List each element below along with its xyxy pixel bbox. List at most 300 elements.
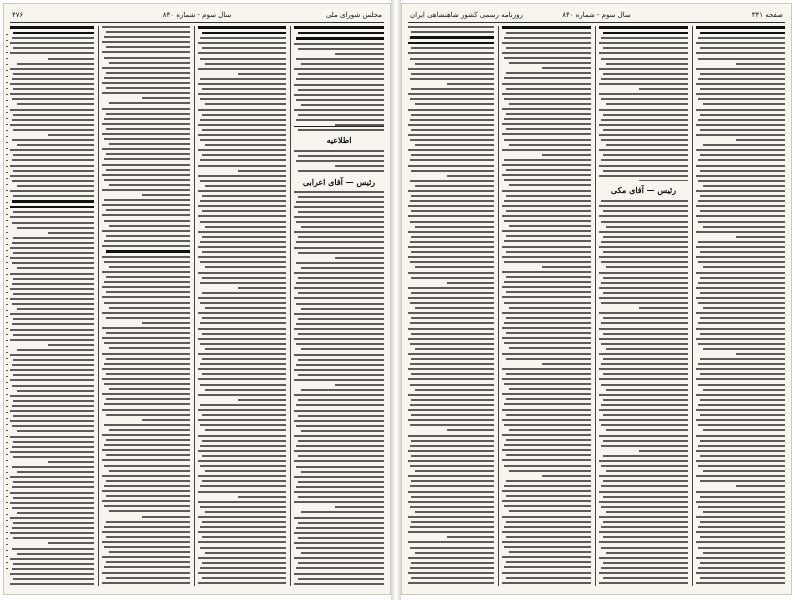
text-line <box>17 349 94 351</box>
text-line <box>502 327 591 329</box>
text-block <box>696 26 785 584</box>
text-line <box>603 440 688 442</box>
text-line <box>301 430 384 432</box>
text-line <box>506 317 591 319</box>
text-line <box>599 394 688 396</box>
text-block <box>294 26 384 585</box>
text-line <box>200 363 286 365</box>
text-line <box>200 302 286 304</box>
text-line <box>106 439 190 441</box>
text-line <box>17 267 94 269</box>
text-line <box>408 435 494 437</box>
text-line <box>109 347 190 349</box>
text-line <box>296 160 384 162</box>
text-line <box>294 231 384 233</box>
text-line <box>296 527 384 529</box>
text-line <box>12 242 94 244</box>
text-line <box>506 47 591 49</box>
text-line <box>205 63 286 65</box>
text-block <box>198 26 286 584</box>
text-line <box>700 358 785 360</box>
text-line <box>202 317 286 319</box>
text-line <box>109 143 190 145</box>
text-line <box>601 506 688 508</box>
text-line <box>238 73 286 75</box>
text-line <box>106 536 190 538</box>
text-line <box>700 32 785 35</box>
text-line <box>410 547 494 549</box>
text-line <box>102 459 190 461</box>
text-line <box>698 445 785 447</box>
text-line <box>10 436 94 438</box>
text-line <box>447 83 494 85</box>
text-line <box>408 68 494 70</box>
text-line <box>202 210 286 212</box>
text-line <box>202 440 286 442</box>
text-line <box>294 460 384 462</box>
text-line <box>102 337 190 339</box>
left-column-1 <box>10 26 94 588</box>
text-line <box>294 557 384 559</box>
text-line <box>415 266 494 268</box>
text-line <box>502 190 591 192</box>
text-line <box>606 266 688 268</box>
text-line <box>335 384 385 386</box>
text-line <box>603 251 688 253</box>
text-line <box>601 241 688 243</box>
text-line <box>198 312 286 314</box>
text-line <box>696 501 785 503</box>
text-line <box>104 424 190 426</box>
text-line <box>408 205 494 207</box>
text-line <box>106 577 190 579</box>
text-line <box>696 109 785 111</box>
text-line <box>601 139 688 141</box>
text-line <box>601 58 688 60</box>
text-line <box>12 466 94 468</box>
text-line <box>504 505 591 507</box>
text-line <box>601 424 688 426</box>
text-line <box>415 348 494 350</box>
text-line <box>296 221 384 223</box>
text-line <box>109 102 190 104</box>
text-line <box>198 338 286 340</box>
text-line <box>411 210 494 212</box>
text-line <box>601 445 688 447</box>
text-line <box>202 88 286 90</box>
text-line <box>506 398 591 400</box>
text-line <box>606 63 688 65</box>
text-line <box>298 32 384 35</box>
text-line <box>411 170 494 172</box>
text-line <box>603 154 688 156</box>
text-line <box>411 562 494 564</box>
text-line <box>10 149 94 151</box>
text-line <box>408 93 494 95</box>
text-line <box>102 214 190 216</box>
text-line <box>298 292 384 294</box>
text-line <box>12 78 94 80</box>
text-line <box>102 148 190 150</box>
text-line <box>415 552 494 554</box>
text-line <box>599 460 688 462</box>
text-line <box>698 200 785 202</box>
text-line <box>13 374 94 376</box>
column-rule <box>290 26 291 586</box>
text-line <box>698 506 785 508</box>
text-line <box>410 159 494 161</box>
text-line <box>601 98 688 100</box>
text-line <box>504 403 591 405</box>
text-line <box>447 429 494 431</box>
text-line <box>294 68 384 70</box>
text-line <box>202 414 286 416</box>
text-line <box>411 373 494 375</box>
text-line <box>408 409 494 411</box>
text-line <box>415 103 494 105</box>
text-line <box>502 531 591 533</box>
right-header-title: روزنامه رسمی کشور شاهنشاهی ایران <box>410 11 523 19</box>
text-line <box>106 153 190 155</box>
text-line <box>106 209 190 211</box>
text-line <box>102 475 190 477</box>
text-line <box>736 139 785 141</box>
text-line <box>296 404 384 406</box>
text-line <box>102 51 190 53</box>
text-line <box>109 266 190 268</box>
text-line <box>298 333 384 335</box>
text-line <box>13 359 94 361</box>
text-line <box>301 104 384 106</box>
text-line <box>410 200 494 202</box>
text-line <box>104 199 190 201</box>
text-line <box>700 333 785 335</box>
text-line <box>410 139 494 141</box>
text-line <box>12 507 94 509</box>
text-line <box>736 236 785 238</box>
text-line <box>294 476 384 478</box>
text-line <box>698 363 785 365</box>
text-line <box>408 52 494 54</box>
text-line <box>599 368 688 370</box>
text-line <box>408 557 494 559</box>
text-line <box>48 232 94 234</box>
text-line <box>12 527 94 529</box>
text-line <box>698 404 785 406</box>
text-line <box>599 272 688 274</box>
text-line <box>202 536 286 538</box>
text-line <box>696 394 785 396</box>
text-line <box>411 73 494 75</box>
text-line <box>411 114 494 116</box>
text-line <box>294 26 384 29</box>
text-line <box>102 174 190 176</box>
text-line <box>12 139 94 141</box>
text-line <box>696 338 785 340</box>
text-line <box>48 344 94 346</box>
text-line <box>606 429 688 431</box>
text-line <box>408 516 494 518</box>
text-line <box>202 358 286 360</box>
text-line <box>296 282 384 284</box>
text-line <box>102 204 190 206</box>
text-line <box>202 195 286 197</box>
text-line <box>13 537 94 539</box>
text-line <box>700 399 785 401</box>
text-line <box>202 480 286 482</box>
text-line <box>205 511 286 513</box>
text-line <box>599 287 688 289</box>
text-line <box>408 491 494 493</box>
text-line <box>298 318 384 320</box>
text-line <box>599 205 688 207</box>
text-line <box>296 343 384 345</box>
text-line <box>502 516 591 518</box>
speaker-heading: رئیس — آقای مكی <box>610 185 677 195</box>
text-line <box>104 36 190 38</box>
text-line <box>696 491 785 493</box>
text-line <box>408 124 494 126</box>
text-line <box>106 276 190 278</box>
text-line <box>599 93 688 95</box>
text-line <box>502 353 591 355</box>
text-line <box>102 393 190 395</box>
text-line <box>502 378 591 380</box>
text-line <box>504 200 591 202</box>
text-line <box>102 582 190 584</box>
text-line <box>603 333 688 335</box>
text-line <box>198 378 286 380</box>
text-line <box>599 531 688 533</box>
text-line <box>601 363 688 365</box>
text-line <box>298 236 384 238</box>
text-line <box>411 440 494 442</box>
text-line <box>104 220 190 222</box>
text-line <box>603 373 688 375</box>
text-line <box>142 194 190 196</box>
text-line <box>698 98 785 100</box>
text-line <box>504 261 591 263</box>
text-line <box>599 175 688 177</box>
text-line <box>10 339 94 341</box>
text-line <box>198 501 286 503</box>
text-line <box>696 409 785 411</box>
text-line <box>506 536 591 538</box>
text-line <box>502 246 591 248</box>
text-line <box>603 47 688 49</box>
text-line <box>294 109 384 111</box>
text-line <box>603 317 688 319</box>
text-line <box>509 103 591 105</box>
text-line <box>601 119 688 121</box>
text-block <box>502 26 591 584</box>
text-line <box>106 414 190 416</box>
text-line <box>599 83 688 85</box>
text-line <box>106 128 190 130</box>
column-rule <box>498 26 499 586</box>
text-line <box>294 247 384 249</box>
text-line <box>10 165 94 167</box>
text-line <box>298 440 384 442</box>
text-line <box>696 149 785 151</box>
text-line <box>202 373 286 375</box>
text-line <box>202 521 286 523</box>
text-line <box>696 531 785 533</box>
text-line <box>102 133 190 135</box>
text-line <box>202 455 286 457</box>
text-line <box>17 471 94 473</box>
text-line <box>408 215 494 217</box>
text-line <box>200 343 286 345</box>
text-line <box>294 573 384 575</box>
text-line <box>48 542 94 544</box>
text-line <box>301 552 384 554</box>
text-line <box>410 58 494 60</box>
text-line <box>447 282 494 284</box>
text-line <box>599 516 688 518</box>
text-line <box>294 313 384 315</box>
text-line <box>13 415 94 417</box>
text-line <box>639 450 688 452</box>
text-line <box>408 378 494 380</box>
text-line <box>106 454 190 456</box>
text-line <box>601 78 688 80</box>
text-line <box>294 501 384 503</box>
text-line <box>298 114 384 116</box>
text-line <box>408 394 494 396</box>
text-line <box>106 169 190 171</box>
text-line <box>106 398 190 400</box>
text-line <box>13 400 94 402</box>
text-line <box>502 256 591 258</box>
text-line <box>13 456 94 458</box>
text-line <box>599 557 688 559</box>
text-line <box>13 293 94 295</box>
text-line <box>10 216 94 218</box>
text-line <box>696 328 785 330</box>
text-line <box>200 465 286 467</box>
text-line <box>542 154 591 156</box>
text-line <box>102 67 190 69</box>
text-line <box>703 103 785 105</box>
text-line <box>411 236 494 238</box>
text-line <box>506 358 591 360</box>
text-line <box>10 532 94 534</box>
text-line <box>700 496 785 498</box>
text-line <box>410 322 494 324</box>
text-line <box>12 98 94 100</box>
text-line <box>13 522 94 524</box>
text-line <box>102 312 190 314</box>
left-header-issue: سال سوم - شماره ۸۴۰ <box>162 11 232 19</box>
text-line <box>696 572 785 574</box>
speaker-heading: رئیس — آقای اعرابی <box>302 177 376 187</box>
text-line <box>106 291 190 293</box>
text-line <box>106 373 190 375</box>
text-line <box>13 334 94 336</box>
text-line <box>294 43 384 45</box>
text-line <box>411 496 494 498</box>
text-line <box>205 470 286 472</box>
text-line <box>599 42 688 44</box>
text-line <box>639 88 688 90</box>
text-line <box>504 302 591 304</box>
text-line <box>298 211 384 213</box>
text-line <box>502 541 591 543</box>
text-line <box>509 225 591 227</box>
text-line <box>198 557 286 559</box>
text-line <box>202 32 286 35</box>
text-line <box>109 184 190 186</box>
text-line <box>502 368 591 370</box>
left-page-header <box>10 8 384 23</box>
text-line <box>198 475 286 477</box>
text-line <box>696 175 785 177</box>
text-line <box>504 342 591 344</box>
text-line <box>502 434 591 436</box>
text-line <box>698 343 785 345</box>
text-line <box>12 159 94 161</box>
text-line <box>294 84 384 86</box>
text-line <box>599 124 688 126</box>
text-line <box>106 46 190 48</box>
text-line <box>603 536 688 538</box>
text-line <box>106 358 190 360</box>
text-line <box>205 307 286 309</box>
text-line <box>509 510 591 512</box>
text-line <box>601 567 688 569</box>
text-line <box>106 317 190 319</box>
text-line <box>17 512 94 514</box>
text-line <box>198 394 286 396</box>
text-line <box>599 541 688 543</box>
text-line <box>104 485 190 487</box>
text-line <box>509 144 591 146</box>
text-line <box>506 454 591 456</box>
text-line <box>200 180 286 182</box>
text-line <box>601 302 688 304</box>
text-line <box>700 536 785 538</box>
text-line <box>17 103 94 105</box>
text-line <box>696 475 785 477</box>
text-line <box>294 369 384 371</box>
text-line <box>200 37 286 39</box>
text-line <box>198 272 286 274</box>
text-line <box>703 552 785 554</box>
text-line <box>509 347 591 349</box>
text-line <box>700 521 785 523</box>
text-line <box>294 542 384 544</box>
text-line <box>198 134 286 136</box>
text-line <box>542 266 591 268</box>
text-line <box>200 221 286 223</box>
text-line <box>504 139 591 141</box>
text-line <box>698 119 785 121</box>
text-line <box>411 455 494 457</box>
text-line <box>205 348 286 350</box>
text-line <box>542 475 591 477</box>
text-line <box>696 190 785 192</box>
text-line <box>601 221 688 223</box>
text-line <box>104 57 190 59</box>
text-line <box>509 62 591 64</box>
text-line <box>294 338 384 340</box>
text-line <box>698 261 785 263</box>
text-line <box>301 226 384 228</box>
text-line <box>102 108 190 110</box>
text-line <box>102 368 190 370</box>
text-line <box>700 73 785 75</box>
